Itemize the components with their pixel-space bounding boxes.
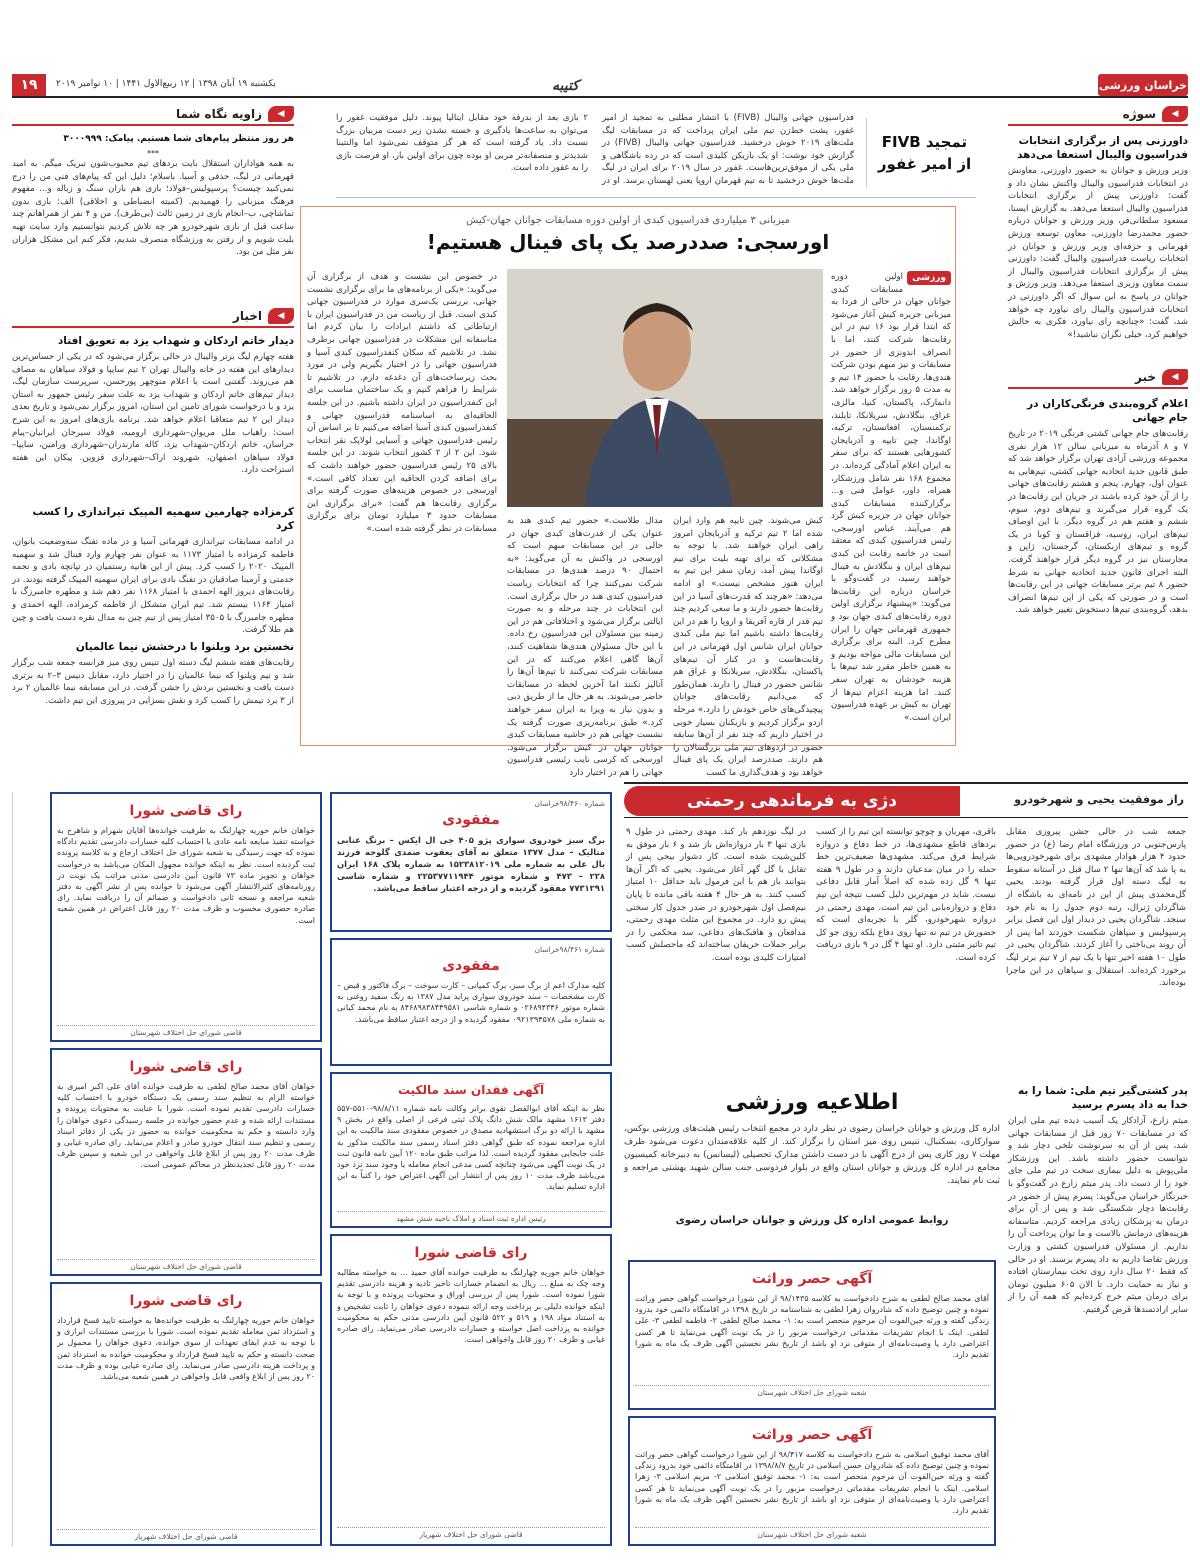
shora-ad-3 (330, 1234, 612, 1546)
mafqoodi-2-number: شماره ۹۸/۴۶۱خراسان (534, 945, 605, 954)
derby-kicker: راز موفقیت یحیی و شهرخودرو (1014, 793, 1184, 806)
derby-story (624, 782, 1188, 1078)
main-col-3-text: مدال طلاست.» حضور تیم کبدی هند به عنوان یکی از قدرت‌های کبدی جهان در حالی در این مسابقات مبهم است که اورسجی در واکنش به آن می‌گوید: «به احتمال ۹۰ درصد هندی‌ها در مسابقات شرکت نمی‌کنند چرا که انتخابات ریاست فدراسیون کبدی هند در حال برگزاری است. این انتخابات در چند مرحله و به صورت ایالتی برگزار می‌شود و اختلافاتی هم در این زمینه بین مسئولان این فدراسیون رخ داده. با این حال مسئولان هندی‌ها شفاهیت کنند، آن‌ها گاهی اعلام می‌کنند که در این مسابقات شرکت نمی‌کنند تا تیم‌ها آن‌ها را آنالیز نکنند اما آخرین لحظه در مسابقات حاضر می‌شوند. به هر حال ما از طریق دبی و بدون نیاز به ویزا به ایران سفر خواهند کرد.» طبق برنامه‌ریزی صورت گرفته یک نشست جهانی هم در حاشیه مسابقات کبدی جوانان جهان در کیش برگزار می‌شود. اورسجی که کرسی نایب رئیسی فدراسیون جهانی را هم در اختیار دارد (507, 516, 663, 778)
shora-ad-2 (50, 1048, 322, 1276)
soojeh-label: سوژه (1122, 107, 1156, 121)
shora-4-title: رای قاضی شورا (129, 1293, 243, 1309)
shora-2-title: رای قاضی شورا (129, 1059, 243, 1075)
derby-col-2: باقری، مهربان و چوچو توانسته این تیم را از کسب بردهای قاطع مشهدی‌ها، در خط دفاع و دروازه شرایط فرق می‌کند. مشهدی‌ها ضعیف‌ترین خط حمله را در میان مدعیان دارند و در طول ۹ هفته تنها ۹ گل زده شده که اصلاً آمار قابل دفاعی نیست. شاید در مهم‌ترین دلیل کسب نتیجه این تیم دفاع و دروازه‌بانی این تیم است. مهدی رحمتی در دروازه شهرخودرو، گلر با تجربه‌ای است که حضورش در تیم نه تنها روی دفاع بلکه روی جو کل تیم تاثیر مثبتی دارد. او تنها ۴ گل در ۹ بازی دریافت کرده است. (816, 827, 997, 963)
mafqoodi-2-text: کلیه مدارک اعم از برگ سبز، برگ کمپانی – کارت سوخت – برگ فاکتور و قبض – کارت مشخصات – سند خودروی سواری پراید مدل ۱۳۸۷ به رنگ سفید روغنی به شماره موتور ۰۲۶۸۹۴۳۴۶ و شماره شاسی ۸۴۶۸۹۸۳۸۴۴۹۵۸۱ به نام محمد کیانی به شماره ملی ۰۹۲۱۳۹۴۵۷۸ مفقود گردیده و از درجه اعتبار ساقط می‌باشد. (337, 981, 606, 1024)
mafqoodi-1-title: مفقودی (442, 812, 500, 828)
hasr-ad-2 (628, 1416, 996, 1546)
main-col-4-text: در خصوص این نشست و هدف از برگزاری آن می‌گوید: «یکی از برنامه‌های ما برای برگزاری نشست جهانی، بررسی یک‌سری موارد در فدراسیون جهانی کبدی است. قبل از ریاست من در فدراسیون ایران با ارتباطاتی که داشتم ایرادات را بیان کردم اما متاسفانه این مشکلات در فدراسیون جهانی برطرف نشد. در تلاشیم که سکان کنفدراسیون کبدی آسیا و فدراسیون جهانی را در اختیار بگیریم ولی در مورد بحث زیرساخت‌های آن دغدغه دارم. در تلاشیم تا شرایط را فراهم کنیم و یک ساختمان مناسب برای این کنفدراسیون در ایران داشته باشیم. در این جلسه الحاقیه‌ای به اساسنامه فدراسیون جهانی و کنفدراسیون کبدی آسیا اضافه می‌کنیم تا بر اساس آن رئیس فدراسیون جهانی و آسیایی لولاپک نقر انتخاب شود. این ۲ از ۲ کشور انتخاب شوند. در این جلسه بالای ۲۵ رئیس فدراسیون حضور خواهند داشت که برای اضافه کردن الحاقیه این تعداد کافی است.» اورسجی در خصوص هزینه‌های صورت گرفته برای برگزاری رقابت‌ها هم گفت: «برای برگزاری این مسابقات حدود ۳ میلیارد تومان برای برگزاری مسابقات در نظر گرفته شده است.» (307, 272, 497, 534)
fivb-text: فدراسیون جهانی والیبال (FIVB) با انتشار مطلبی به تمجید از امیر غفور، پشت خط‌زن تیم ملی ایران پرداخت که در مسابقات لیگ ملت‌های ۲۰۱۹ خوش درخشید. فدراسیون جهانی والیبال (FIVB) در گزارش خود نوشت: او یک بازیکن کلیدی است که در رده باشگاهی و ملی یکی از موفق‌ترین‌هاست. غفور در سال ۲۰۱۹ برای ایران در لیگ ملت‌ها خوش درخشید تا به تیم قهرمان اروپا یعنی لهستان برسد. او در ۲ بازی بعد از بدرقه خود مقابل ایتالیا پیوند. دلیل موفقیت غفور را می‌توان به ساعت‌ها یادگیری و خسته نشدن زیر دست مربیان بزرگ نسبت داد. یاد گرفته است که هر گز متوقف نمی‌شود اما والنتینا شدیدتر و منصفانه‌تر مربی او بوده چون برای اولین بار، او فرصت بازی را به غفور داده است. (336, 113, 855, 186)
derby-col-1: جمعه شب در حالی جشن پیروزی مقابل پارس‌جنوبی در ورزشگاه امام رضا (ع) در حضور حدود ۴ هزار هوادار مشهدی برای شهرخودرویی‌ها به پا شد که آن‌ها تنها ۲ سال قبل در آستانه سقوط به لیگ دسته اول قرار گرفته بودند. یحیی گل‌محمدی پیش از این در نامه‌ای به باشگاه از شاگردان ژنرال، رتبه دوم جدول را به نام خود سنجد. شاگردان یحیی در دیدار اول این فصل برابر پرسپولیس و سپاهان شکست خوردند اما پس از آن روند بی‌باختی را آغاز کردند. شاگردان یحیی در طول ۱۰ هفته اخیر تنها با یک تیم از ۷ تیم برتر لیگ برخورد کرده‌اند. استقلال و سپاهان در این ماجرا بوده‌اند. (1006, 827, 1186, 989)
left-column (12, 104, 294, 744)
khabar-label: خبر (1134, 370, 1156, 384)
padar-title: پدر کشتی‌گیر تیم ملی: شما را به خدا به داد پسرم برسید (1018, 1085, 1188, 1111)
hasr-1-title: آگهی حصر وراثت (751, 1271, 873, 1287)
zavieh-header (12, 104, 294, 126)
hasr-1-text: آقای محمد صالح لطفی به شرح دادخواست به کلاسه ۹۸/۱۴۳۵ از این شورا درخواست گواهی حصر وراثت نموده و چنین توضیح داده که شادروان زهرا لطفی به شناسنامه در تاریخ ۱۳۹۸ در اقامتگاه دائمی خود بدرود زندگی گفته و ورثه حین‌الفوت آن مرحوم منحصر است به: ۱- محمد صالح لطفی ۲- فاطمه لطفی ۳- علی لطفی. اینک با انجام تشریفات مقدماتی درخواست مزبور را در یک نوبت آگهی می‌نماید تا هر کسی اعتراضی دارد یا وصیت‌نامه‌ای از متوفی نزد او باشد از تاریخ نشر نخستین آگهی ظرف یک ماه به شورا تقدیم دارد. (635, 1294, 990, 1360)
soojeh-text: وزیر ورزش و جوانان به حضور داورزنی، معاونش در انتخابات فدراسیون والیبال واکنش نشان داد و گفت: داورزنی پیش از برگزاری انتخابات فدراسیون والیبال استعفا می‌دهد. به گزارش ایسنا، مسعود سلطانی‌فر، وزیر ورزش و جوانان درباره حضور محمدرضا داورزنی، معاون توسعه ورزش قهرمانی و حرفه‌ای وزیر ورزش و جوانان در انتخابات ریاست فدراسیون والیبال گفت: داورزنی پیش از برگزاری انتخابات فدراسیون والیبال از سمت معاون وزیری استعفا می‌دهد. وزیر ورزش و جوانان در پاسخ به این سوال که اگر داورزنی در انتخابات فدراسیون والیبال رای نیاورد چه خواهد شد، گفت: «چنانچه رای نیاورد، فکری به حالش خواهیم کرد، خیلی نگران نباشید!» (1008, 166, 1188, 340)
zavieh-stars: *** (147, 149, 159, 158)
main-story (300, 206, 956, 778)
news1-text: هفته چهارم لیگ برتر والیبال در حالی برگزار می‌شود که در یکی از حساس‌ترین دیدارهای این هفته در خانه والیبال تهران ۲ تیم سایپا و فولاد سپاهان به مصاف هم می‌روند. گفتنی است با اعلام منوچهر پورحسن، سرپرست سازمان لیگ، دیدار تیم‌های خاتم اردکان و شهداب یزد به علت سفر رئیس جمهور به استان یزد و با درخواست شورای تامین این استان، امروز برگزار نمی‌شود و تاریخ بعدی دیدار این ۲ تیم متعاقبا اعلام خواهد شد. برنامه بازی‌های امروز به این شرح است: راهیاب ملل مریوان–شهرداری ارومیه، فولاد سیرجان ایرانیان–پیام خراسان، خاتم اردکان–شهداب یزد، کاله مازندران–شهرداری ورامین، سایپا–فولاد سپاهان اصفهان، شهروند اراک–شهرداری قزوین. پیکان این هفته استراحت دارد. (12, 352, 294, 476)
margin-strip (12, 792, 42, 1546)
shora-3-text: خواهان خانم حوریه چهارلنگ به طرفیت خوانده آقای حمید ... به خواسته مطالبه وجه چک به مبلغ ... ریال به انضمام خسارات تاخیر تادیه و هزینه دادرسی تقدیم شورا نموده است. شورا پس از بررسی اوراق و محتویات پرونده و با توجه به اینکه خوانده دلیلی بر پرداخت وجه ارائه ننموده دعوی خواهان را ثابت تشخیص و به استناد مواد ۱۹۸ و ۵۱۹ و ۵۲۲ قانون آیین دادرسی مدنی حکم به محکومیت خوانده به پرداخت اصل خواسته و خسارات دادرسی صادر می‌نماید. رای صادره غیابی و ظرف ۲۰ روز قابل واخواهی است. (337, 1268, 606, 1345)
section-marker-icon: ◀ (268, 308, 294, 324)
news2-title: کرمزاده چهارمین سهمیه المپیک تیراندازی را کسب کرد (32, 506, 294, 532)
mafqoodi-2-title: مفقودی (442, 958, 500, 974)
khabar-header (1008, 367, 1188, 389)
shora-2-text: خواهان آقای محمد صالح لطفی به طرفیت خوانده آقای علی اکبر امیری به خواسته الزام به تنظیم سند رسمی یک دستگاه خودرو با احتساب کلیه خسارات دادرسی تقدیم نموده است. شورا با عنایت به محتویات پرونده و مستندات ارائه شده و عدم حضور خوانده در جلسه رسیدگی دعوی خواهان را وارد دانسته و حکم به محکومیت خوانده به حضور در یکی از دفاتر اسناد رسمی و تنظیم سند انتقال خودرو صادر و اعلام می‌نماید. رای صادره غیابی و ظرف مدت ۲۰ روز پس از ابلاغ قابل واخواهی در این شعبه و سپس ظرف مدت ۲۰ روز قابل تجدیدنظر در محاکم عمومی است. (57, 1082, 315, 1170)
shora-ad-4 (50, 1282, 322, 1546)
hasr-1-foot: شعبه شورای حل اختلاف شهرستان (635, 1385, 989, 1397)
zavieh-label: زاویه نگاه شما (175, 107, 262, 121)
zavieh-text: به همه هواداران استقلال بابت بردهای تیم محبوب‌شون تبریک میگم. به امید قهرمانی در لیگ، حذفی و آسیا. باسلام؛ دلیل این که پیام‌های فنی من را درج نمی‌کنید چیست؟ پرسپولیس–فولاد؛ بازی هم باران سنگ و زباله و... مفهوم فرهنگ میزبانی را فهمیدیم. (کمیته انضباطی و اخلاقی) الف: بازی بدون تماشاچی، ب–انجام بازی در زمین ثالث (بی‌طرف). من و ۴ نفر از همراهانم چند ساعت قبل از بازی شهرخودرو هر چه تلاش کردیم نتوانستیم وارد سایت تهیه بلیت شویم و از رفتن به ورزشگاه منصرف شدیم، فکر کنم این مشکل هزاران نفر مثل من بود. (12, 159, 294, 258)
ettelaieh-title: اطلاعیه ورزشی (725, 1090, 899, 1115)
hasr-2-text: آقای محمد توفیق اسلامی به شرح دادخواست به کلاسه ۹۸/۴۱۷ از این شورا درخواست گواهی حصر وراثت نموده و چنین توضیح داده که شادروان حسن اسلامی در تاریخ ۱۳۹۸/۸/۷ در اقامتگاه دائمی خود بدرود زندگی گفته و ورثه حین‌الفوت آن مرحوم منحصر است به: ۱- محمد توفیق اسلامی ۲- مریم اسلامی ۳- زهرا اسلامی. اینک با انجام تشریفات مقدماتی درخواست مزبور را در یک نوبت آگهی می‌نماید تا هر کسی اعتراضی دارد یا وصیت‌نامه‌ای از متوفی نزد او باشد از تاریخ نشر نخستین آگهی ظرف یک ماه به شورا تقدیم دارد. (634, 1450, 990, 1516)
section-marker-icon: ◀ (268, 106, 294, 122)
padar-story (1008, 1084, 1188, 1524)
soojeh-header (1008, 104, 1188, 126)
fivb-title: تمجید FIVB از امیر غفور (866, 118, 976, 188)
derby-col-3: در لیگ نوزدهم بار کند. مهدی رحمتی در طول ۹ بازی تنها ۳ بار دروازه‌اش باز شد و ۶ بار موفق به کلین‌شیت شده است. کار دشوار بیحی پس از تقابل با گل گهر آغاز می‌شود. یحیی که اگر آن‌ها بتوانند باز هم با این فرمول باید حداقل ۱۰ امتیاز کسب کنند. به هر حال ۴ هفته باقی مانده تا پایان نیم‌فصل اول شهرخودرو در صدر جدول کار سختی پیش رو دارد. در مجموع این مثلث مهدی رحمتی، مدافعان و هافبک‌های دفاعی، سد محکمی را در برابر حملات حریفان ساخته‌اند که ماحصلش کسب امتیازات کلیدی بوده است. (626, 827, 806, 963)
news3-text: رقابت‌های هفته ششم لیگ دسته اول تنیس روی میز فرانسه جمعه شب برگزار شد و تیم ویلنوا که نیما عالمیان را در اختیار دارد، مقابل دنیس ۳–۲ به برتری دست یافت و نخستین بردش را جشن گرفت. در این مسابقه نیما عالمیان ۲ برد از ۳ برد تیمش را کسب کرد و نقش بسزایی در پیروزی این تیم داشت. (12, 658, 294, 706)
main-col-2-text: کیش می‌شوند. چین تایپه هم وارد ایران شده اما ۲ تیم ترکیه و آذربایجان امروز راهی ایران خواهند شد. با توجه به مشکلاتی که برای تهیه بلیت برای تیم اوگاندا پیش آمد، زمان سفر این تیم به ایران هنوز مشخص نیست.» او ادامه می‌دهد: «هرچند که قدرت‌های آسیا در این رقابت‌ها حضور دارند و ما سعی کردیم چند تیم قدر از قاره آفریقا و اروپا را هم در این رقابت‌ها داشته باشیم اما تیم ملی کبدی جوانان ایران شانس اول قهرمانی در این رقابت‌هاست و در کنار آن تیم‌های پاکستان، بنگلادش، سریلانکا و عراق هم شانس حضور در فینال را دارند. همان‌طور که می‌دانیم رقابت‌های جوانان پیچیدگی‌های خاص خودش را دارد.» مرحله اردو برگزار کردیم و بازیکنان بسیار خوبی در اختیار داریم که چند نفر از آن‌ها سابقه حضور در اردوهای تیم ملی بزرگسالان را هم دارند. صددرصد ایران یک پای فینال خواهد بود و هدف‌گذاری ما کسب (673, 516, 823, 778)
shora-4-text: خواهان خانم حوریه چهارلنگ به طرفیت خوانده‌ها به خواسته تایید فسخ قرارداد و استرداد ثمن معامله تقدیم نموده است. شورا با بررسی مستندات ابرازی و با توجه به عدم ایفای تعهدات از سوی خوانده، دعوی خواهان را محمول بر صحت دانسته و حکم به تایید فسخ قرارداد و محکومیت خوانده به استرداد ثمن و پرداخت هزینه دادرسی صادر می‌نماید. رای صادره غیابی بوده و ظرف مدت ۲۰ روز پس از ابلاغ واقعی قابل واخواهی در همین شعبه می‌باشد. (57, 1316, 315, 1382)
news3-title: نخستین برد ویلنوا با درخشش نیما عالمیان (75, 641, 294, 653)
shora-2-foot: قاضی شورای حل اختلاف شهرستان (57, 1259, 315, 1271)
section-logo: خراسان ورزشی (1098, 74, 1188, 96)
akhbar-header (12, 306, 294, 328)
shora-3-title: رای قاضی شورا (414, 1245, 528, 1261)
mafqoodi-1-text: برگ سبز خودروی سواری پژو ۴۰۵ جی ال ایکس – برنگ عنابی متالیک – مدل ۱۳۷۷ متعلق به آقای یعقوب صمدی گلوجه فرزند بال علی به شماره ملی ۱۵۲۳۸۱۲۰۱۹ به شماره پلاک ۱۶۸ ایران ۲۲۸ – ۴۷۳ و شماره موتور ۲۲۵۳۷۷۱۱۹۴۴ و شماره شاسی ۷۷۳۱۲۹۱ مفقود گردیده و از درجه اعتبار ساقط می‌باشد. (337, 835, 606, 893)
malekiyat-ad (330, 1072, 612, 1228)
shora-1-title: رای قاضی شورا (129, 803, 243, 819)
shora-3-foot: قاضی شورای حل اختلاف شهریار (337, 1527, 605, 1539)
right-column (1008, 104, 1188, 744)
malekiyat-text: نظر به اینکه آقای ابوالفضل تقوی برابر وکالت نامه شماره ۹۸/۸/۱۱-۵۵۱۰-۵۵۷ دفتر ۱۶۱۳ مشهد مالک شش دانگ پلاک ثبتی فرعی از اصلی واقع در بخش ۹ مشهد با ارائه دو برگ استشهادیه مصدق در خصوص مفقودی سند مالکیت به این اداره مراجعه نموده که طبق گواهی دفتر اسناد رسمی سند مالکیت مذکور به علت جابجایی مفقود گردیده است. لذا مراتب طبق ماده ۱۲۰ آیین نامه قانون ثبت در یک نوبت آگهی می‌شود چنانچه کسی مدعی انجام معامله یا وجود سند نزد خود می‌باشد ظرف مدت ۱۰ روز پس از انتشار این آگهی اعتراض خود را کتباً به این اداره تسلیم نماید. (337, 1104, 605, 1192)
main-col-1 (831, 271, 951, 739)
news2-text: در ادامه مسابقات تیراندازی قهرمانی آسیا و در ماده تفنگ سه‌وضعیت بانوان، فاطمه کرمزاده با امتیاز ۱۱۷۳ به عنوان نفر چهارم وارد فینال شد و سهمیه المپیک ۲۰۲۰ را کسب کرد. پیش از این هانیه رستمیان در تپانچه بادی و نجمه خدمتی و آرمینا صادقیان در تفنگ بادی برای ایران سهمیه المپیک گرفته بودند. در رقابت‌های دیروز الهه احمدی با امتیاز ۱۱۶۸ نفر دهم شد و مطهره جامبرزگ با امتیاز ۱۱۶۴ بیستم شد. تیم ایران متشکل از فاطمه کرمزاده، الهه احمدی و مطهره جامبرزگ با ۳۵۰۵ امتیاز پس از تیم چین به مدال نقره دست یافت و چین هم طلا گرفت. (12, 537, 294, 636)
hasr-2-foot: شعبه شورای حل اختلاف شهرستان (635, 1527, 989, 1539)
portrait-photo (507, 269, 823, 507)
derby-headline: دژی به فرماندهی رحمتی (624, 786, 960, 816)
news1-title: دیدار خاتم اردکان و شهداب یزد به تعویق افتاد (57, 335, 294, 347)
issue-date: یکشنبه ۱۹ آبان ۱۳۹۸ | ۱۲ ربیع‌الاول ۱۴۴۱ | ۱۰ نوامبر ۲۰۱۹ (56, 79, 276, 89)
malekiyat-foot: رئیس اداره ثبت اسناد و املاک ناحیه شش مشهد (337, 1211, 605, 1223)
akhbar-label: اخبار (232, 309, 262, 323)
mafqoodi-ad-2 (330, 938, 612, 1066)
shora-4-foot: قاضی شورای حل اختلاف شهریار (57, 1529, 315, 1541)
khabar-title: اعلام گروه‌بندی فرنگی‌کاران در جام جهانی (1027, 398, 1188, 424)
main-headline: اورسجی: صددرصد یک پای فینال هستیم! (426, 230, 830, 254)
ettelaieh-ad (624, 1086, 1000, 1250)
mafqoodi-1-number: شماره ۹۸/۴۶۰خراسان (534, 799, 605, 808)
page-number: ۱۹ (12, 74, 46, 96)
page-header (12, 74, 1188, 98)
malekiyat-title: آگهی فقدان سند مالکیت (397, 1083, 545, 1097)
hasr-ad-1 (628, 1260, 996, 1410)
soojeh-title: داورزنی پس از برگزاری انتخابات فدراسیون والیبال استعفا می‌دهد (1017, 135, 1188, 161)
section-marker-icon: ◀ (1162, 369, 1188, 385)
khabar-text: رقابت‌های جام جهانی کشتی فرنگی ۲۰۱۹ در تاریخ ۷ و ۸ آذرماه به میزبانی سالن ۱۲ هزار نفری مجموعه ورزشی آزادی تهران برگزار خواهد شد که طبق قانون جدید اتحادیه جهانی کشتی، تیم‌هایی به عنوان اول، چهارم، پنجم و هشتم رقابت‌های جهانی را از آن خود کرده باشند در جریان این رقابت‌ها در یک گروه قرار می‌گیرند و تیم‌های دوم، سوم، ششم و هفتم هم در گروه دیگر. با این اوصاف تیم‌های ایران، روسیه، قزاقستان و کوبا در یک گروه و تیم‌های ازبکستان، گرجستان، ژاپن و مجارستان نیز در گروه دیگر قرار خواهند گرفت. البته اجرای قانون جدید اتحادیه جهانی به شرط حضور ۸ تیم برتر مسابقات جهانی در این رقابت‌ها است و در صورتی که یکی از این تیم‌ها انصراف بدهد، گروه‌بندی تیم‌ها دستخوش تغییر خواهد شد. (1008, 429, 1189, 616)
portrait-illustration (507, 269, 823, 507)
section-marker-icon: ◀ (1162, 106, 1188, 122)
shora-1-text: خواهان خانم حوریه چهارلنگ به طرفیت خوانده‌ها آقایان شهرام و شاهرخ به خواسته تنفیذ مبایعه نامه عادی با احتساب کلیه خسارات دادرسی تقدیم دادگاه نموده که جهت رسیدگی به شعبه شورای حل اختلاف ارجاع و به کلاسه پرونده ثبت گردیده است. نظر به اینکه خوانده مجهول المکان می‌باشد به درخواست خواهان و تجویز ماده ۷۳ قانون آیین دادرسی مدنی مراتب یک نوبت در روزنامه‌های کثیرالانتشار آگهی می‌شود تا خوانده پس از نشر آگهی به دفتر شعبه مراجعه و نسخه ثانی دادخواست و ضمائم آن را دریافت نماید. رای صادره حضوری محسوب و ظرف مدت ۲۰ روز قابل اعتراض در همین شعبه است. (57, 826, 316, 925)
zavieh-subtitle: هر روز منتظر پیام‌های شما هستیم. پیامک: ۳۰۰۰۹۹۹ (63, 134, 294, 144)
shora-ad-1 (50, 792, 322, 1042)
main-col-1-text: اولین دوره مسابقات کبدی جوانان جهان در حالی از فردا به میزبانی جزیره کیش آغاز می‌شود که ابتدا قرار بود ۱۶ تیم در این رقابت‌ها شرکت کنند، اما با انصراف اندونزی از حضور در مسابقات و نیز مبهم بودن شرکت هندی‌ها، رقابت با حضور ۱۴ تیم و به مدت ۵ روز برگزار خواهد شد. دانمارک، پاکستان، کنیا، مالزی، عراق، بنگلادش، سریلانکا، تایلند، ترکمنستان، افغانستان، ترکیه، اوگاندا، چین تایپه و آذربایجان کشورهایی هستند که برای سفر به ایران اعلام آمادگی کرده‌اند. در مجموع ۱۶۸ نفر شامل ورزشکار، همراه، داور، عوامل فنی و... برگزارکننده مسابقات کبدی جوانان جهان در جزیره کیش گرد هم می‌آیند. عباس اورسجی، رئیس فدراسیون کبدی که معتقد است در خاتمه رقابت این کبدی تیم‌های ایران و بنگلادش به فینال خواهند رسید، در گفت‌وگو با خراسان درباره این رقابت‌ها می‌گوید: «پیشنهاد برگزاری اولین دوره رقابت‌های کبدی جهان بود و جمهوری قهرمانی جهان را ایران مطرح کرد. البته برای برگزاری این مسابقات مالی مواجه بودیم و به همین خاطر مقرر شد تیم‌ها با هزینه خودشان به تهران سفر کنند. اما هزینه اعزام تیم‌ها از تهران به کیش بر عهده فدراسیون ایران است.» (831, 272, 952, 723)
ettelaieh-sign: روابط عمومی اداره کل ورزش و جوانان خراسان رضوی (675, 1215, 949, 1226)
fivb-story (336, 108, 976, 198)
header-ornament: کتیبه (552, 78, 579, 94)
hasr-2-title: آگهی حصر وراثت (751, 1427, 873, 1443)
mafqoodi-ad-1 (330, 792, 612, 932)
main-kicker: میزبانی ۳ میلیاردی فدراسیون کبدی از اولین دوره مسابقات جوانان جهان-کیش (466, 215, 790, 226)
derby-header (624, 782, 1188, 818)
shora-1-foot: قاضی شورای حل اختلاف شهرستان (57, 1025, 315, 1037)
source-badge: ورزشی (907, 271, 951, 285)
padar-text: میثم زارع، آزادکار یک آسیب دیده تیم ملی ایران که در مسابقات ۷۰ روز قبل از مسابقات جهانی شد، پس از آن به سرنوشت تلخی دچار شد و نتوانست حضور داشته باشد. این ورزشکار ملی‌پوش به دلیل بیماری سخت در تیم ملی جای خود را از دست داد. پدر میثم زارع در گفت‌وگو با خبرنگار خراسان می‌گوید: پسرم پیش از حضور در رقابت‌ها دچار شکستگی شد و پس از آن برای درمان به پزشکان زیادی مراجعه کردیم. متاسفانه هزینه‌های درمانش بالاست و ما توان پرداخت آن را نداریم. از مسئولان فدراسیون کشتی و وزارت ورزش تقاضا داریم به داد پسرم برسند. او در حالی که فقط ۲۰ سال دارد روی تخت بیمارستان افتاده و نیاز به حمایت دارد. تا الان ۶۰۵ میلیون تومان برای درمان میثم خرج کرده‌ایم که همه آن را از سایر ارادتمندها قرض گرفتیم. (1008, 1116, 1188, 1315)
ettelaieh-text: اداره کل ورزش و جوانان خراسان رضوی در نظر دارد در مجمع انتخاب رئیس هیئت‌های ورزشی بوکس، سوارکاری، بسکتبال، تنیس روی میز استان را برگزار کند. از کلیه علاقه‌مندان دعوت می‌شود ظرف مهلت ۷ روز کاری پس از درج آگهی با در دست داشتن مدارک تحصیلی (لیسانس) به دبیرخانه کمیسیون مجامع در اداره کل ورزش و جوانان استان واقع در بلوار فردوسی جنب سالن شهید بهشتی مراجعه و ثبت نام نمایند. (624, 1124, 1000, 1186)
